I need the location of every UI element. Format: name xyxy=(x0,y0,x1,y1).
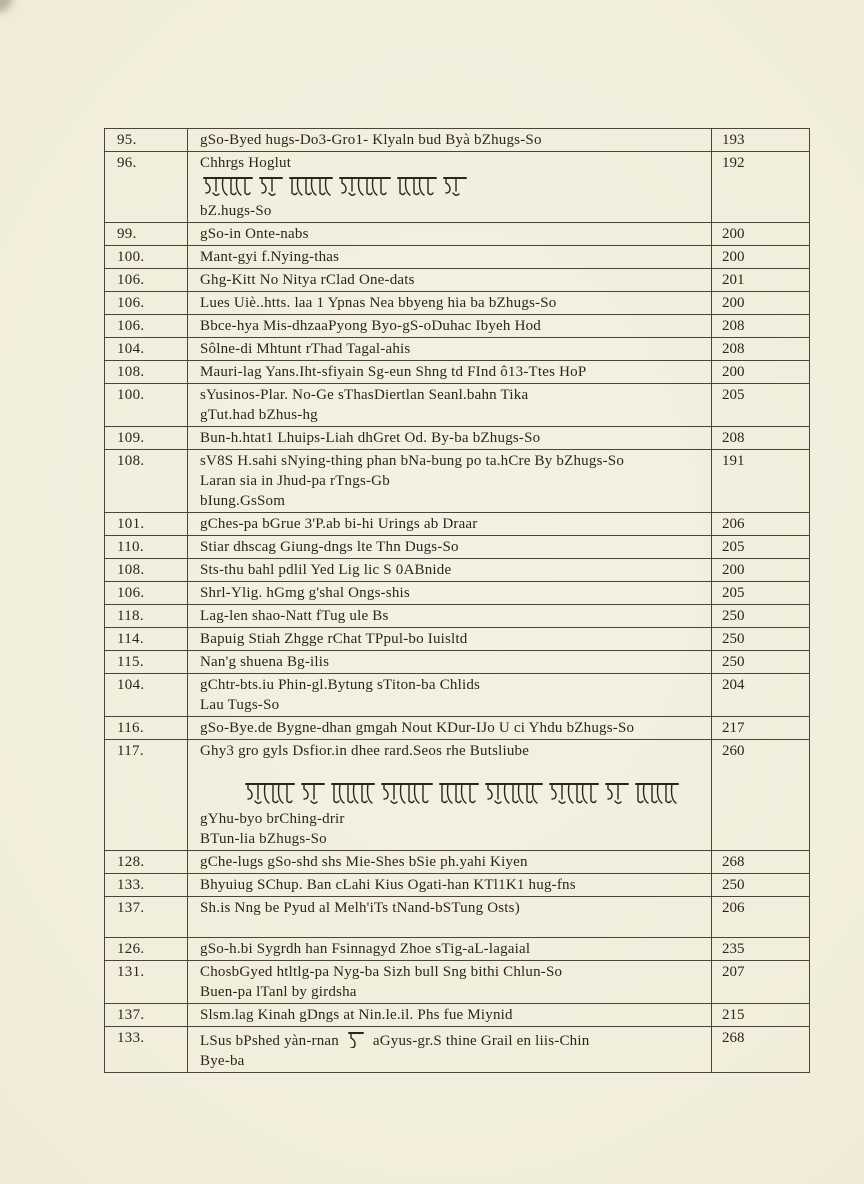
title-text: bZ.hugs-So xyxy=(200,203,272,219)
title-text: Slsm.lag Kinah gDngs at Nin.le.il. Phs fue Miynid xyxy=(200,1007,513,1023)
table-row xyxy=(105,851,810,874)
entry-title xyxy=(188,897,712,938)
entry-number: 101. xyxy=(105,513,188,536)
entry-number: 131. xyxy=(105,961,188,1004)
title-line xyxy=(200,652,707,672)
entry-page-number: 250 xyxy=(712,874,810,897)
title-line xyxy=(200,606,707,626)
title-line xyxy=(200,962,707,982)
title-line xyxy=(200,1051,707,1071)
entry-page-number: 206 xyxy=(712,897,810,938)
blank-line xyxy=(200,918,707,936)
entry-title xyxy=(188,292,712,315)
table-row xyxy=(105,582,810,605)
title-line xyxy=(200,514,707,534)
entry-page-number: 192 xyxy=(712,152,810,223)
entry-page-number: 268 xyxy=(712,851,810,874)
title-text: gSo-Byed hugs-Do3-Gro1- Klyaln bud Byà bZhugs-So xyxy=(200,132,542,148)
entry-page-number: 217 xyxy=(712,717,810,740)
entry-page-number: 204 xyxy=(712,674,810,717)
title-line xyxy=(200,471,707,491)
title-line xyxy=(200,560,707,580)
entry-number: 109. xyxy=(105,427,188,450)
title-text: Sh.is Nng be Pyud al Melh'iTs tNand-bSTung Osts) xyxy=(200,900,520,916)
entry-title xyxy=(188,269,712,292)
entry-page-number: 208 xyxy=(712,315,810,338)
entry-page-number: 200 xyxy=(712,361,810,384)
entry-number: 126. xyxy=(105,938,188,961)
title-text: Stiar dhscag Giung-dngs lte Thn Dugs-So xyxy=(200,539,459,555)
entry-number: 116. xyxy=(105,717,188,740)
title-line xyxy=(200,153,707,173)
table-row xyxy=(105,1004,810,1027)
entry-title xyxy=(188,740,712,851)
title-line xyxy=(200,385,707,405)
table-row xyxy=(105,361,810,384)
title-text: Ghy3 gro gyls Dsfior.in dhee rard.Seos rhe Butsliube xyxy=(200,743,530,759)
title-text: ChosbGyed htltlg-pa Nyg-ba Sizh bull Sng bithi Chlun-So xyxy=(200,964,563,980)
entry-number: 110. xyxy=(105,536,188,559)
table-row xyxy=(105,223,810,246)
title-text: Sôlne-di Mhtunt rThad Tagal-ahis xyxy=(200,341,411,357)
entry-page-number: 268 xyxy=(712,1027,810,1073)
title-text: sYusinos-Plar. No-Ge sThasDiertlan Seanl.bahn Tika xyxy=(200,387,529,403)
title-text: gSo-Bye.de Bygne-dhan gmgah Nout KDur-IJo U ci Yhdu bZhugs-So xyxy=(200,720,635,736)
table-row xyxy=(105,152,810,223)
table-row xyxy=(105,513,810,536)
title-text: bIung.GsSom xyxy=(200,493,286,509)
table-row xyxy=(105,897,810,938)
entry-page-number: 235 xyxy=(712,938,810,961)
table-row xyxy=(105,961,810,1004)
table-row xyxy=(105,938,810,961)
entry-number: 117. xyxy=(105,740,188,851)
entry-number: 115. xyxy=(105,651,188,674)
title-text: gYhu-byo brChing-drir xyxy=(200,811,345,827)
entry-number: 106. xyxy=(105,292,188,315)
table-row xyxy=(105,129,810,152)
title-text: Lau Tugs-So xyxy=(200,697,280,713)
entry-page-number: 200 xyxy=(712,246,810,269)
entry-number: 104. xyxy=(105,338,188,361)
entry-title xyxy=(188,246,712,269)
title-line xyxy=(200,852,707,872)
table-row xyxy=(105,717,810,740)
title-line xyxy=(200,201,707,221)
entry-number: 100. xyxy=(105,246,188,269)
entry-page-number: 205 xyxy=(712,536,810,559)
table-row xyxy=(105,740,810,851)
entry-page-number: 191 xyxy=(712,450,810,513)
table-row xyxy=(105,651,810,674)
title-line xyxy=(200,173,707,201)
title-text: Shrl-Ylig. hGmg g'shal Ongs-shis xyxy=(200,585,410,601)
entry-number: 108. xyxy=(105,559,188,582)
entry-title xyxy=(188,674,712,717)
title-line xyxy=(200,362,707,382)
table-row xyxy=(105,1027,810,1073)
title-line xyxy=(200,1005,707,1025)
title-line xyxy=(200,224,707,244)
entry-page-number: 193 xyxy=(712,129,810,152)
contents-table-body xyxy=(105,129,810,1073)
entry-title xyxy=(188,559,712,582)
title-line xyxy=(200,293,707,313)
tibetan-script-line xyxy=(345,1028,367,1048)
title-text: aGyus-gr.S thine Grail en liis-Chin xyxy=(368,1033,590,1049)
title-text: gChes-pa bGrue 3'P.ab bi-hi Urings ab Draar xyxy=(200,516,478,532)
title-line xyxy=(200,405,707,425)
title-text: Nan'g shuena Bg-ilis xyxy=(200,654,330,670)
entry-title xyxy=(188,717,712,740)
table-row xyxy=(105,246,810,269)
entry-page-number: 208 xyxy=(712,338,810,361)
table-row xyxy=(105,338,810,361)
title-text: Mauri-lag Yans.Iht-sfiyain Sg-eun Shng td FInd ô13-Ttes HoP xyxy=(200,364,587,380)
table-row xyxy=(105,674,810,717)
entry-page-number: 250 xyxy=(712,651,810,674)
entry-title xyxy=(188,874,712,897)
entry-title xyxy=(188,450,712,513)
title-line xyxy=(200,939,707,959)
title-line xyxy=(200,718,707,738)
title-text: Laran sia in Jhud-pa rTngs-Gb xyxy=(200,473,390,489)
title-line xyxy=(200,829,707,849)
title-line xyxy=(200,270,707,290)
entry-page-number: 250 xyxy=(712,628,810,651)
title-line xyxy=(200,695,707,715)
table-row xyxy=(105,605,810,628)
entry-title xyxy=(188,361,712,384)
table-row xyxy=(105,450,810,513)
title-line xyxy=(200,428,707,448)
title-text: Chhrgs Hoglut xyxy=(200,155,292,171)
entry-number: 133. xyxy=(105,874,188,897)
contents-table xyxy=(104,128,810,1073)
entry-title xyxy=(188,1004,712,1027)
entry-page-number: 200 xyxy=(712,292,810,315)
title-text: gChtr-bts.iu Phin-gl.Bytung sTiton-ba Chlids xyxy=(200,677,481,693)
entry-number: 114. xyxy=(105,628,188,651)
entry-number: 106. xyxy=(105,269,188,292)
entry-number: 137. xyxy=(105,897,188,938)
title-text: sV8S H.sahi sNying-thing phan bNa-bung po ta.hCre By bZhugs-So xyxy=(200,453,625,469)
entry-page-number: 201 xyxy=(712,269,810,292)
title-text: Bapuig Stiah Zhgge rChat TPpul-bo Iuisltd xyxy=(200,631,468,647)
entry-page-number: 200 xyxy=(712,559,810,582)
title-line xyxy=(200,875,707,895)
entry-number: 137. xyxy=(105,1004,188,1027)
title-line xyxy=(200,898,707,918)
entry-title xyxy=(188,315,712,338)
title-text: Mant-gyi f.Nying-thas xyxy=(200,249,340,265)
entry-page-number: 205 xyxy=(712,384,810,427)
entry-page-number: 215 xyxy=(712,1004,810,1027)
entry-page-number: 205 xyxy=(712,582,810,605)
table-row xyxy=(105,384,810,427)
title-line xyxy=(200,537,707,557)
entry-number: 100. xyxy=(105,384,188,427)
entry-title xyxy=(188,152,712,223)
title-line xyxy=(200,809,707,829)
table-row xyxy=(105,536,810,559)
entry-page-number: 207 xyxy=(712,961,810,1004)
title-text: LSus bPshed yàn-rnan xyxy=(200,1033,343,1049)
title-line xyxy=(200,130,707,150)
title-text: BTun-lia bZhugs-So xyxy=(200,831,327,847)
tibetan-script-line xyxy=(242,779,687,809)
table-row xyxy=(105,427,810,450)
entry-page-number: 200 xyxy=(712,223,810,246)
title-line xyxy=(200,982,707,1002)
title-text: gSo-h.bi Sygrdh han Fsinnagyd Zhoe sTig-aL-lagaial xyxy=(200,941,531,957)
title-text: Ghg-Kitt No Nitya rClad One-dats xyxy=(200,272,415,288)
table-row xyxy=(105,628,810,651)
entry-title xyxy=(188,129,712,152)
entry-number: 95. xyxy=(105,129,188,152)
title-line xyxy=(200,316,707,336)
title-line xyxy=(200,583,707,603)
entry-title xyxy=(188,582,712,605)
entry-page-number: 250 xyxy=(712,605,810,628)
entry-number: 128. xyxy=(105,851,188,874)
title-text: Lues Uiè..htts. laa 1 Ypnas Nea bbyeng hia ba bZhugs-So xyxy=(200,295,557,311)
entry-number: 96. xyxy=(105,152,188,223)
title-line xyxy=(200,491,707,511)
entry-title xyxy=(188,938,712,961)
entry-title xyxy=(188,651,712,674)
title-text: Buen-pa lTanl by girdsha xyxy=(200,984,357,1000)
title-line xyxy=(200,629,707,649)
entry-number: 104. xyxy=(105,674,188,717)
title-line xyxy=(200,741,707,761)
entry-number: 118. xyxy=(105,605,188,628)
table-row xyxy=(105,874,810,897)
entry-title xyxy=(188,628,712,651)
title-text: Sts-thu bahl pdlil Yed Lig lic S 0ABnide xyxy=(200,562,452,578)
entry-number: 108. xyxy=(105,450,188,513)
title-line xyxy=(200,451,707,471)
entry-page-number: 206 xyxy=(712,513,810,536)
title-text: Bun-h.htat1 Lhuips-Liah dhGret Od. By-ba bZhugs-So xyxy=(200,430,541,446)
title-line xyxy=(200,1028,707,1051)
title-text: Bbce-hya Mis-dhzaaPyong Byo-gS-oDuhac Ibyeh Hod xyxy=(200,318,541,334)
tibetan-script-line xyxy=(200,173,470,201)
entry-title xyxy=(188,384,712,427)
title-line xyxy=(200,779,707,809)
title-line xyxy=(200,339,707,359)
entry-number: 108. xyxy=(105,361,188,384)
table-row xyxy=(105,269,810,292)
title-text: gTut.had bZhus-hg xyxy=(200,407,318,423)
title-text: Lag-len shao-Natt fTug ule Bs xyxy=(200,608,389,624)
table-row xyxy=(105,315,810,338)
table-row xyxy=(105,559,810,582)
entry-number: 106. xyxy=(105,582,188,605)
entry-title xyxy=(188,536,712,559)
entry-title xyxy=(188,223,712,246)
entry-number: 99. xyxy=(105,223,188,246)
title-text: Bye-ba xyxy=(200,1053,245,1069)
title-text: Bhyuiug SChup. Ban cLahi Kius Ogati-han KTl1K1 hug-fns xyxy=(200,877,576,893)
entry-title xyxy=(188,427,712,450)
title-line xyxy=(200,675,707,695)
entry-number: 133. xyxy=(105,1027,188,1073)
entry-title xyxy=(188,338,712,361)
entry-title xyxy=(188,605,712,628)
title-line xyxy=(200,247,707,267)
title-text: gChe-lugs gSo-shd shs Mie-Shes bSie ph.yahi Kiyen xyxy=(200,854,528,870)
blank-line xyxy=(200,761,707,779)
entry-page-number: 260 xyxy=(712,740,810,851)
title-text: gSo-in Onte-nabs xyxy=(200,226,309,242)
entry-title xyxy=(188,851,712,874)
entry-title xyxy=(188,513,712,536)
entry-title xyxy=(188,1027,712,1073)
entry-title xyxy=(188,961,712,1004)
table-row xyxy=(105,292,810,315)
entry-page-number: 208 xyxy=(712,427,810,450)
entry-number: 106. xyxy=(105,315,188,338)
